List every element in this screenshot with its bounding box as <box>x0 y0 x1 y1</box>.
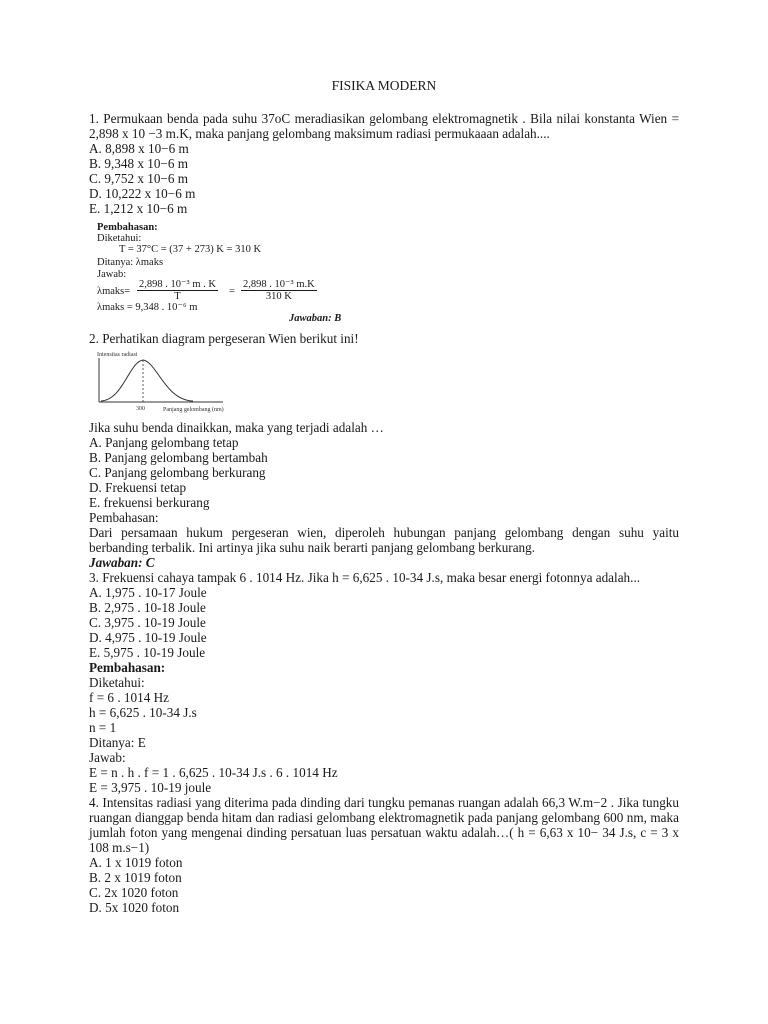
q1-solution-asked: Ditanya: λmaks <box>97 257 164 268</box>
q4-option-a: A. 1 x 1019 foton <box>89 855 183 870</box>
q2-option-e: E. frekuensi berkurang <box>89 495 210 510</box>
q1-solution-known: Diketahui: <box>97 233 142 244</box>
q3-work-line: Jawab: <box>89 750 126 765</box>
q3-work-line: n = 1 <box>89 720 117 735</box>
q4-option-b: B. 2 x 1019 foton <box>89 870 182 885</box>
q3-work-line: Diketahui: <box>89 675 145 690</box>
q2-option-d: D. Frekuensi tetap <box>89 480 187 495</box>
q1-solution-result: λmaks = 9,348 . 10⁻⁶ m <box>97 302 198 313</box>
q1-option-e: E. 1,212 x 10−6 m <box>89 201 188 216</box>
q4-option-c: C. 2x 1020 foton <box>89 885 179 900</box>
q3-option-d: D. 4,975 . 10-19 Joule <box>89 630 207 645</box>
document-title: FISIKA MODERN <box>331 78 437 93</box>
q3-pembahasan-heading: Pembahasan: <box>89 660 166 675</box>
q1-solution-fraction-1 <box>137 279 218 302</box>
q3-option-e: E. 5,975 . 10-19 Joule <box>89 645 206 660</box>
q3-options <box>89 585 679 660</box>
q3-work-line: E = n . h . f = 1 . 6,625 . 10-34 J.s . 6 . 1014 Hz <box>89 765 338 780</box>
q2-option-a: A. Panjang gelombang tetap <box>89 435 239 450</box>
q4-option-d: D. 5x 1020 foton <box>89 900 180 915</box>
q1-option-c: C. 9,752 x 10−6 m <box>89 171 189 186</box>
q4-options <box>89 855 679 915</box>
graph-radiation-curve <box>101 360 193 401</box>
q3-work-line: h = 6,625 . 10-34 J.s <box>89 705 197 720</box>
q1-stem: 1. Permukaan benda pada suhu 37oC meradiasikan gelombang elektromagnetik . Bila nilai konstanta Wien = 2,898 x 10 −3 m.K, maka panjang gelombang maksimum radiasi permukaaan adalah.... <box>89 111 679 141</box>
q3-stem: 3. Frekuensi cahaya tampak 6 . 1014 Hz. Jika h = 6,625 . 10-34 J.s, maka besar energi fotonnya adalah... <box>89 570 641 585</box>
q1-options <box>89 141 679 216</box>
q3-work-line: Ditanya: E <box>89 735 146 750</box>
q3-work-line: f = 6 . 1014 Hz <box>89 690 169 705</box>
q1-fraction-2-denominator: 310 K <box>265 291 292 302</box>
q2-option-b: B. Panjang gelombang bertambah <box>89 450 268 465</box>
q1-solution-image <box>93 220 393 325</box>
graph-xlabel: Panjang gelombang (nm) <box>163 407 224 413</box>
q2-stem: 2. Perhatikan diagram pergeseran Wien berikut ini! <box>89 331 359 346</box>
q2-explanation: Dari persamaan hukum pergeseran wien, diperoleh hubungan panjang gelombang dengan suhu yaitu berbanding terbalik. Ini artinya jika suhu naik berarti panjang gelombang berkurang. <box>89 525 679 555</box>
graph-ylabel: Intensitas radiasi <box>97 352 138 358</box>
q1-solution-heading: Pembahasan: <box>97 222 158 233</box>
q2-question: Jika suhu benda dinaikkan, maka yang terjadi adalah … <box>89 420 384 435</box>
q3-option-a: A. 1,975 . 10-17 Joule <box>89 585 207 600</box>
q2-options <box>89 435 679 510</box>
q1-fraction-1-denominator: T <box>174 291 181 302</box>
q1-fraction-2-numerator: 2,898 . 10⁻³ m.K <box>243 279 315 290</box>
q2-option-c: C. Panjang gelombang berkurang <box>89 465 266 480</box>
q1-fraction-1-numerator: 2,898 . 10⁻³ m . K <box>139 279 216 290</box>
graph-tick-300: 300 <box>136 406 145 412</box>
q3-option-b: B. 2,975 . 10-18 Joule <box>89 600 206 615</box>
q1-solution-fraction-2 <box>241 279 317 302</box>
q3-option-c: C. 3,975 . 10-19 Joule <box>89 615 206 630</box>
document-content <box>89 78 679 915</box>
q1-solution-answer-label: Jawab: <box>97 269 127 280</box>
q3-work-line: E = 3,975 . 10-19 joule <box>89 780 212 795</box>
q1-option-b: B. 9,348 x 10−6 m <box>89 156 189 171</box>
q1-solution-lambda-lhs: λmaks= <box>97 286 131 297</box>
q1-solution-final: Jawaban: B <box>289 313 342 324</box>
q1-option-a: A. 8,898 x 10−6 m <box>89 141 189 156</box>
q1-solution-equals: = <box>229 286 235 297</box>
q2-answer: Jawaban: C <box>89 555 155 570</box>
q2-pembahasan-heading: Pembahasan: <box>89 510 159 525</box>
q4-stem: 4. Intensitas radiasi yang diterima pada dinding dari tungku pemanas ruangan adalah 66,3 W.m−2 . Jika tungku ruangan dianggap benda hitam dan radiasi gelombang elektromagnetik pada panjang gelombang 600 nm, maka jumlah foton yang mengenai dinding persatuan luas persatuan waktu adalah…( h = 6,63 x 10− 34 J.s, c = 3 x 108 m.s−1) <box>89 795 679 855</box>
q1-solution-temp: T = 37°C = (37 + 273) K = 310 K <box>119 244 262 255</box>
wien-shift-graph <box>93 350 233 418</box>
q1-option-d: D. 10,222 x 10−6 m <box>89 186 196 201</box>
